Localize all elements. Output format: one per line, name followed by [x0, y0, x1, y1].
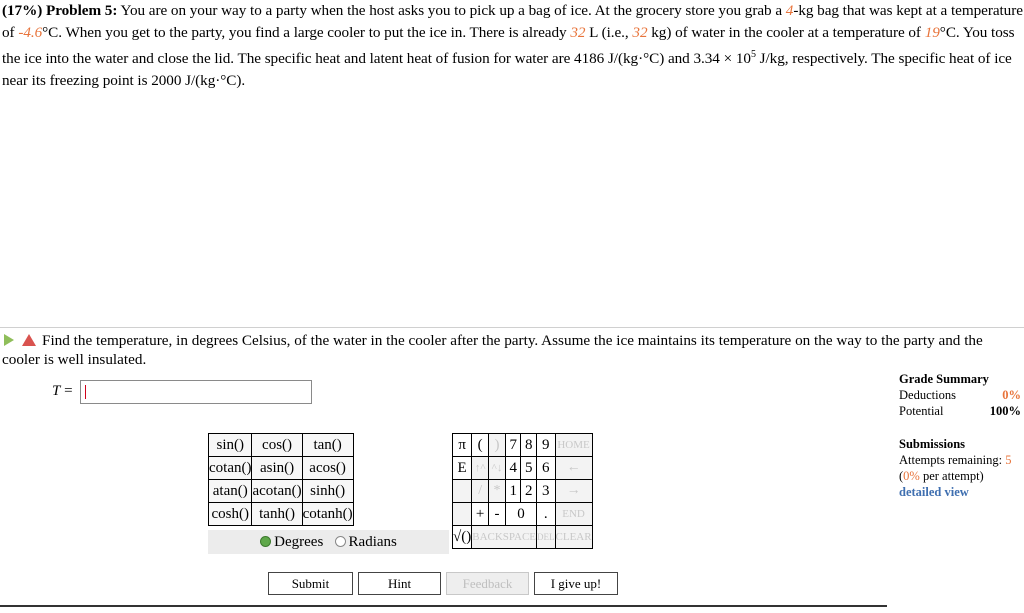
- radians-radio[interactable]: [335, 536, 346, 547]
- right-arrow-button[interactable]: →: [555, 480, 592, 503]
- attempts-value: 5: [1005, 453, 1012, 467]
- answer-variable: T: [52, 383, 61, 399]
- problem-statement: [2, 0, 1024, 92]
- open-paren-button[interactable]: (: [472, 434, 489, 457]
- problem-text: You are on your way to a party when the host asks you to pick up a bag of ice. At the grocery store you grab a: [120, 2, 786, 19]
- per-attempt-text: per attempt): [919, 469, 984, 483]
- submit-button[interactable]: Submit: [268, 572, 353, 595]
- hint-button[interactable]: Hint: [358, 572, 441, 595]
- dot-button[interactable]: .: [537, 503, 556, 526]
- problem-text: L (i.e.,: [585, 24, 633, 41]
- key-8[interactable]: 8: [521, 434, 537, 457]
- sin-button[interactable]: sin(): [209, 434, 252, 457]
- divide-button[interactable]: /: [472, 480, 489, 503]
- asin-button[interactable]: asin(): [252, 457, 302, 480]
- key-6[interactable]: 6: [537, 457, 556, 480]
- pi-button[interactable]: π: [453, 434, 472, 457]
- acotan-button[interactable]: acotan(): [252, 480, 302, 503]
- problem-text: -kg bag that was kept at a temperature of: [2, 2, 1023, 41]
- minus-button[interactable]: -: [489, 503, 506, 526]
- function-keys: [208, 433, 354, 526]
- water-temperature-value: 19: [924, 24, 940, 41]
- key-9[interactable]: 9: [537, 434, 556, 457]
- potential-label: Potential: [899, 404, 944, 418]
- cosh-button[interactable]: cosh(): [209, 503, 252, 526]
- problem-label: Problem 5:: [46, 2, 118, 19]
- key-3[interactable]: 3: [537, 480, 556, 503]
- problem-text: °C. When you get to the party, you find a large cooler to put the ice in. There is already: [42, 24, 571, 41]
- deductions-value: 0%: [1002, 388, 1021, 402]
- deductions-label: Deductions: [899, 388, 956, 402]
- blank-key: [453, 480, 472, 503]
- exponent: 5: [750, 49, 756, 60]
- sinh-button[interactable]: sinh(): [302, 480, 353, 503]
- bottom-divider: [0, 605, 887, 607]
- answer-label: [52, 383, 73, 400]
- per-attempt-value: 0%: [903, 469, 920, 483]
- key-2[interactable]: 2: [521, 480, 537, 503]
- answer-equals: =: [60, 383, 73, 399]
- end-button[interactable]: END: [555, 503, 592, 526]
- cotan-button[interactable]: cotan(): [209, 457, 252, 480]
- problem-weight: (17%): [2, 2, 43, 19]
- blank-key: [453, 503, 472, 526]
- key-0[interactable]: 0: [505, 503, 536, 526]
- angle-mode: [208, 530, 449, 554]
- del-button[interactable]: DEL: [537, 526, 556, 549]
- grade-summary-title: Grade Summary: [899, 372, 989, 386]
- caret-down-button[interactable]: ^↓: [489, 457, 506, 480]
- degrees-radio[interactable]: [260, 536, 271, 547]
- answer-input[interactable]: [80, 380, 312, 404]
- attempts-row: [899, 452, 1023, 468]
- e-button[interactable]: E: [453, 457, 472, 480]
- give-up-button[interactable]: I give up!: [534, 572, 618, 595]
- problem-text: J/kg, respectively. The specific heat of ice near its freezing point is 2000 J/(kg·°C).: [2, 50, 1012, 90]
- potential-value: 100%: [989, 404, 1021, 418]
- clear-button[interactable]: CLEAR: [555, 526, 592, 549]
- deductions-row: [899, 387, 1021, 403]
- up-arrow-button[interactable]: ↑^: [472, 457, 489, 480]
- key-7[interactable]: 7: [505, 434, 521, 457]
- home-button[interactable]: HOME: [555, 434, 592, 457]
- acos-button[interactable]: acos(): [302, 457, 353, 480]
- feedback-button[interactable]: Feedback: [446, 572, 529, 595]
- attempts-label: Attempts remaining:: [899, 453, 1006, 467]
- problem-text: kg) of water in the cooler at a temperature of: [647, 24, 925, 41]
- multiply-button[interactable]: *: [489, 480, 506, 503]
- question-icons: [2, 331, 42, 350]
- tan-button[interactable]: tan(): [302, 434, 353, 457]
- tanh-button[interactable]: tanh(): [252, 503, 302, 526]
- question: [2, 331, 1022, 369]
- water-volume-value: 32: [570, 24, 586, 41]
- plus-button[interactable]: +: [472, 503, 489, 526]
- ice-temperature-value: -4.6: [18, 24, 43, 41]
- degrees-label: Degrees: [274, 534, 324, 550]
- cotanh-button[interactable]: cotanh(): [302, 503, 353, 526]
- submissions: [899, 436, 1023, 500]
- question-text: Find the temperature, in degrees Celsius, of the water in the cooler after the party. Assume the ice maintains its temperature on the way to the party and the cooler is well insulated.: [2, 332, 983, 368]
- key-4[interactable]: 4: [505, 457, 521, 480]
- sqrt-button[interactable]: √(): [453, 526, 472, 549]
- detailed-view-link[interactable]: detailed view: [899, 485, 969, 499]
- cos-button[interactable]: cos(): [252, 434, 302, 457]
- radians-label: Radians: [348, 534, 397, 550]
- warning-icon: [22, 334, 36, 346]
- atan-button[interactable]: atan(): [209, 480, 252, 503]
- problem-text: °C. You toss the ice into the water and close the lid. The specific heat and latent heat of fusion for water are 4186 J/(kg·°C) and 3.34 × 10: [2, 24, 1015, 68]
- close-paren-button[interactable]: ): [489, 434, 506, 457]
- text-caret: [85, 385, 86, 399]
- potential-row: [899, 403, 1021, 419]
- left-arrow-button[interactable]: ←: [555, 457, 592, 480]
- key-1[interactable]: 1: [505, 480, 521, 503]
- water-mass-value: 32: [632, 24, 648, 41]
- number-keys: [452, 433, 593, 549]
- per-open: (: [899, 469, 904, 483]
- mass-value: 4: [785, 2, 794, 19]
- grade-summary: [899, 371, 1021, 419]
- per-attempt-row: [899, 468, 1023, 484]
- submissions-title: Submissions: [899, 437, 966, 451]
- backspace-button[interactable]: BACKSPACE: [472, 526, 537, 549]
- section-divider: [0, 327, 1024, 328]
- play-icon[interactable]: [4, 334, 14, 346]
- key-5[interactable]: 5: [521, 457, 537, 480]
